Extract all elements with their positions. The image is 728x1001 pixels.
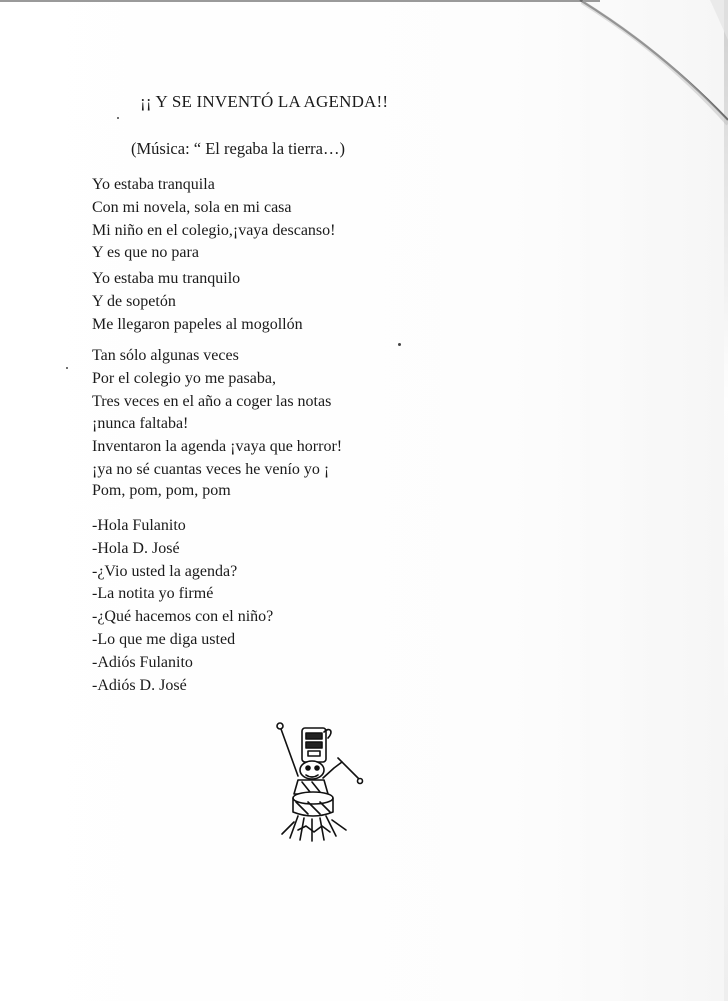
scan-speck	[117, 117, 119, 119]
drummer-clipart-icon	[268, 718, 368, 842]
verse-line: Tres veces en el año a coger las notas	[92, 392, 332, 410]
dialogue-line: -Hola Fulanito	[92, 517, 186, 534]
verse-line: Yo estaba tranquila	[92, 176, 215, 193]
scan-speck	[66, 367, 68, 369]
dialogue-line: -¿Vio usted la agenda?	[92, 562, 238, 580]
stanza-3	[92, 345, 342, 482]
stanza-1	[92, 174, 335, 265]
scan-speck	[398, 343, 401, 346]
verse-line: Me llegaron papeles al mogollón	[92, 315, 303, 333]
verse-line: Mi niño en el colegio,¡vaya descanso!	[92, 221, 336, 239]
stanza-4	[92, 480, 231, 503]
verse-line: Pom, pom, pom, pom	[92, 482, 231, 499]
verse-line: Con mi novela, sola en mi casa	[92, 198, 292, 216]
dialogue-line: -La notita yo firmé	[92, 585, 214, 603]
corner-fold-shadow	[560, 0, 728, 130]
dialogue-line: -Hola D. José	[92, 539, 180, 557]
scan-top-border	[0, 0, 600, 2]
verse-line: Por el colegio yo me pasaba,	[92, 369, 276, 387]
dialogue-line: -Adiós Fulanito	[92, 653, 193, 671]
dialogue-line: -Lo que me diga usted	[92, 630, 236, 648]
verse-line: Inventaron la agenda ¡vaya que horror!	[92, 438, 343, 456]
verse-line: Y de sopetón	[92, 292, 176, 310]
dialogue-line: -Adiós D. José	[92, 676, 187, 694]
stanza-5-dialogue	[92, 515, 273, 697]
page-title: ¡¡ Y SE INVENTÓ LA AGENDA!!	[140, 92, 389, 111]
page-subtitle: (Música: “ El regaba la tierra…)	[131, 139, 345, 158]
verse-line: Yo estaba mu tranquilo	[92, 270, 241, 287]
scan-right-edge	[724, 0, 728, 1001]
dialogue-line: -¿Qué hacemos con el niño?	[92, 608, 274, 626]
verse-line: Y es que no para	[92, 244, 199, 262]
verse-line: ¡ya no sé cuantas veces he venío yo ¡	[92, 460, 330, 478]
stanza-2	[92, 268, 303, 336]
verse-line: Tan sólo algunas veces	[92, 347, 239, 364]
verse-line: ¡nunca faltaba!	[92, 415, 189, 433]
